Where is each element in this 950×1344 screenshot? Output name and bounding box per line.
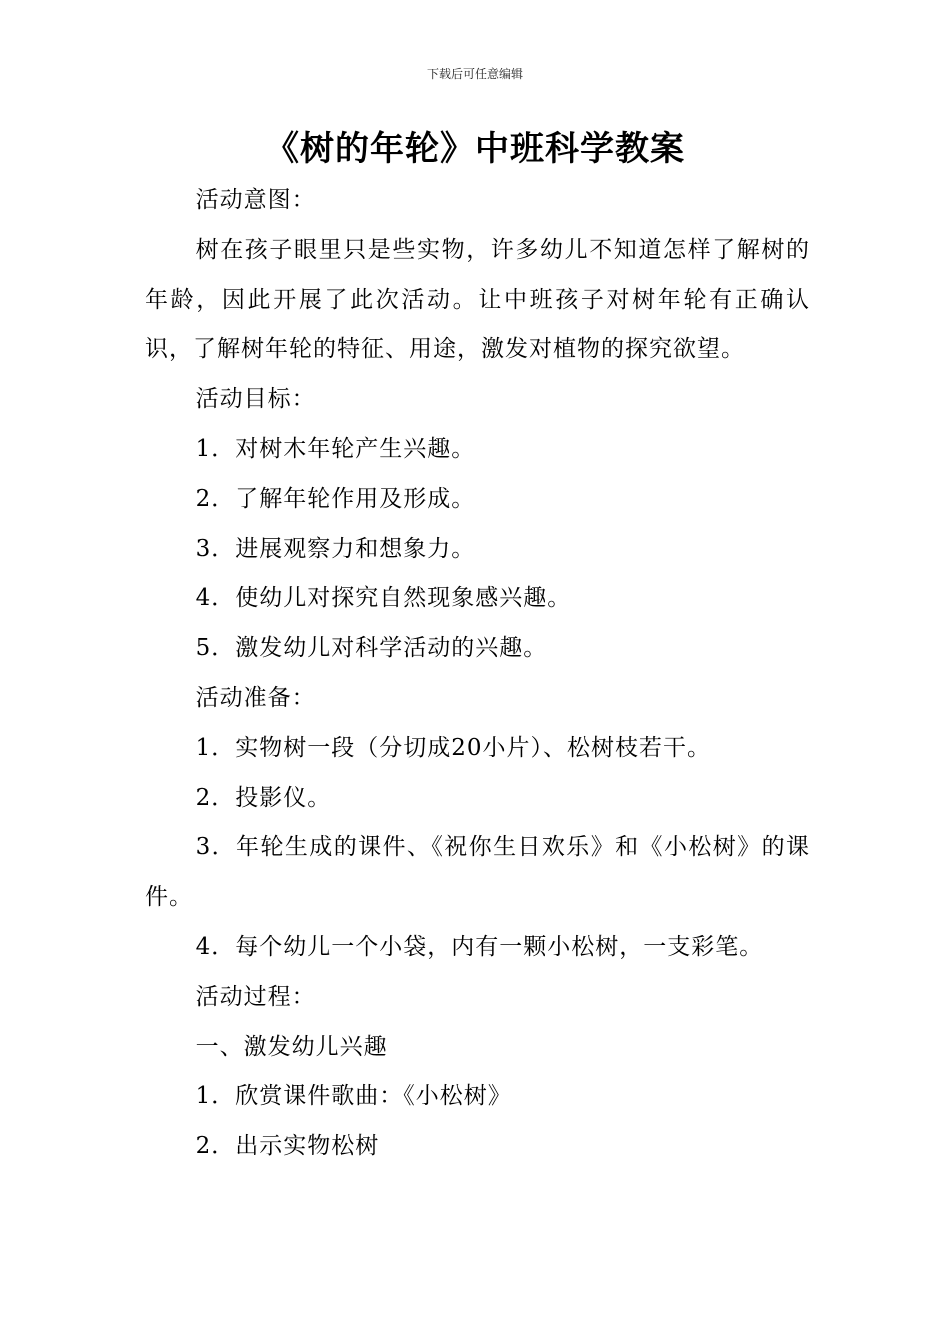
section-heading: 一、激发幼儿兴趣 [195, 1033, 388, 1060]
list-item: 4．每个幼儿一个小袋，内有一颗小松树，一支彩笔。 [195, 933, 764, 960]
list-item: 5．激发幼儿对科学活动的兴趣。 [195, 635, 548, 662]
list-item: 3．年轮生成的课件、《祝你生日欢乐》和《小松树》的课件。 [145, 834, 810, 911]
heading-goals: 活动目标： [195, 386, 316, 413]
list-item: 2．投影仪。 [195, 784, 332, 811]
list-item: 3．进展观察力和想象力。 [195, 535, 476, 562]
document-body [145, 176, 810, 1172]
list-item: 4．使幼儿对探究自然现象感兴趣。 [195, 585, 572, 612]
list-item: 1．实物树一段（分切成20小片）、松树枝若干。 [195, 734, 711, 761]
heading-process: 活动过程： [195, 983, 316, 1010]
list-item: 2．出示实物松树 [195, 1133, 380, 1160]
list-item: 1．对树木年轮产生兴趣。 [195, 435, 476, 462]
list-item: 1．欣赏课件歌曲：《小松树》 [195, 1083, 512, 1110]
heading-preparation: 活动准备： [195, 684, 316, 711]
header-note: 下载后可任意编辑 [426, 67, 523, 81]
paragraph-intent: 树在孩子眼里只是些实物，许多幼儿不知道怎样了解树的年龄，因此开展了此次活动。让中班孩子对树年轮有正确认识，了解树年轮的特征、用途，激发对植物的探究欲望。 [145, 236, 810, 363]
document-title: 《树的年轮》中班科学教案 [265, 129, 685, 169]
list-item: 2．了解年轮作用及形成。 [195, 485, 476, 512]
heading-intent: 活动意图： [195, 187, 316, 213]
